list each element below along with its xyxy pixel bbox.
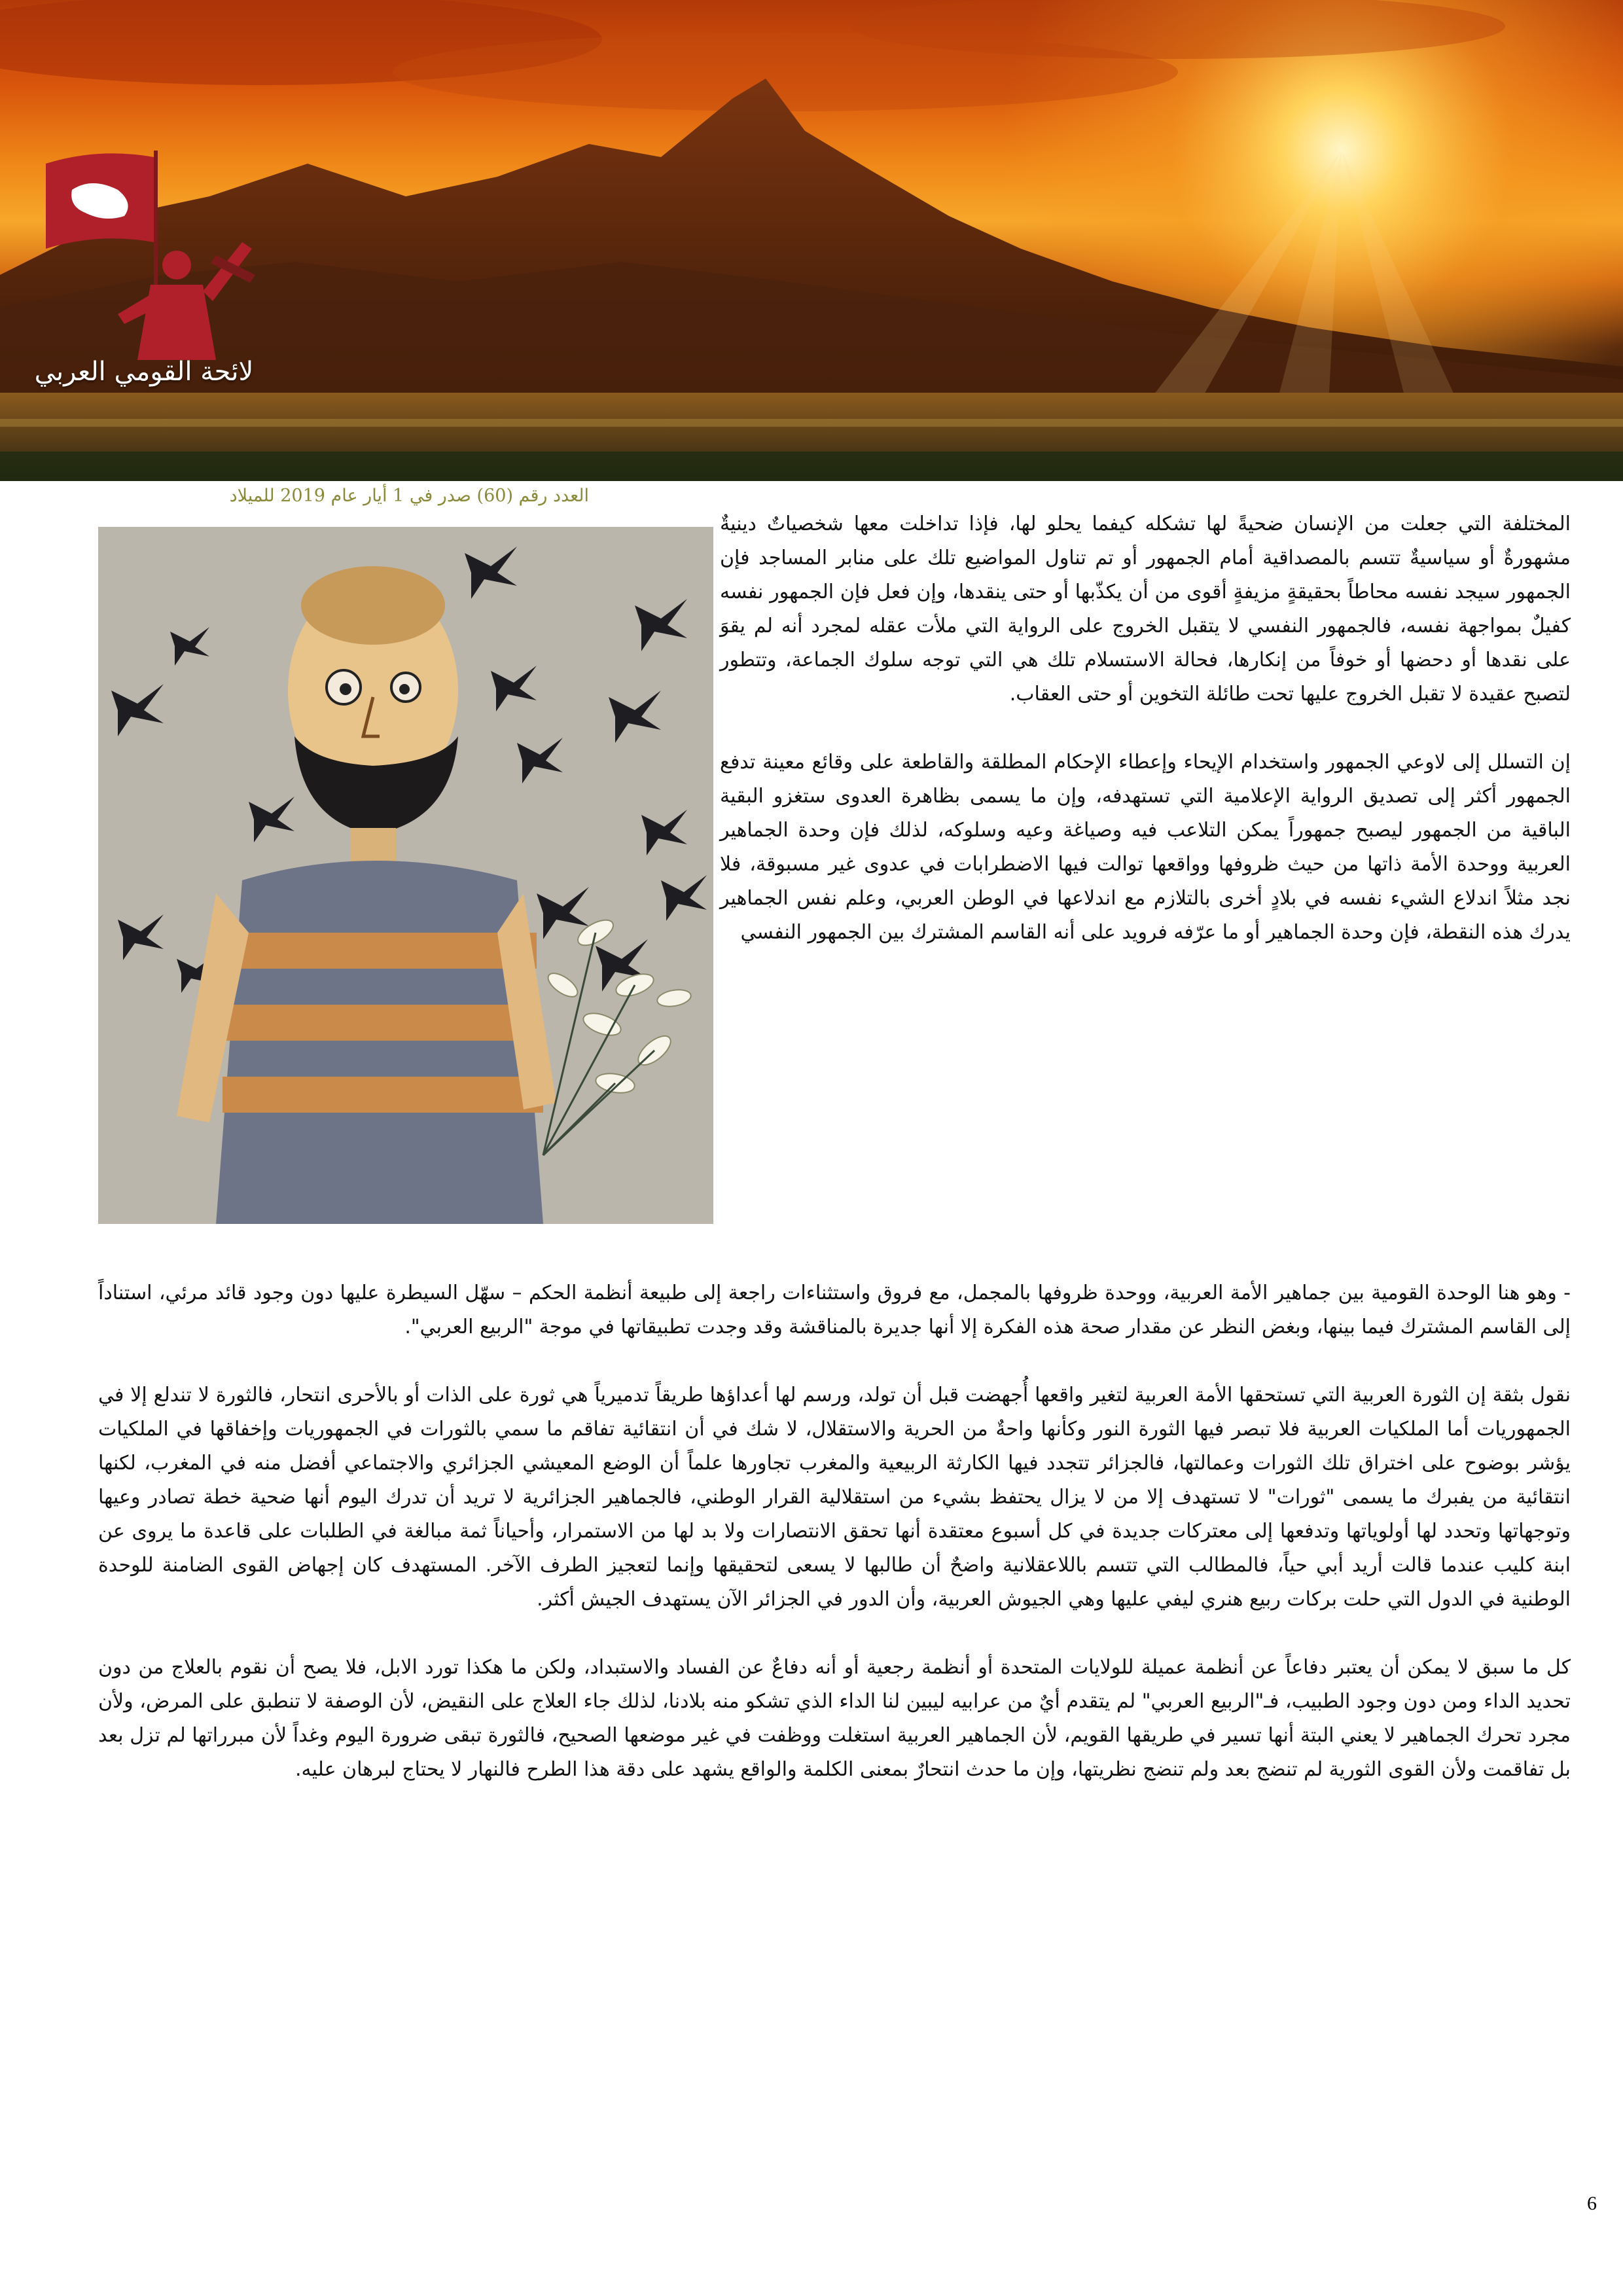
- article-column-full: [98, 1276, 1571, 1787]
- article-paragraph-4: كل ما سبق لا يمكن أن يعتبر دفاعاً عن أنظمة عميلة للولايات المتحدة أو أنظمة رجعية أو أنه دفاعٌ عن الفساد والاستبداد، ولكن ما هكذا تورد الابل، فلا يصح أن نقوم بالعلاج من دون تحديد الداء ومن دون وجود الطبيب، فـ"الربيع العربي" لم يتقدم أيٌ من عرابيه ليبين لنا الداء الذي تشكو منه بلادنا، لذلك جاء العلاج على النقيض، لأن الوصفة لا تنطبق على المرض، ولأن مجرد تحرك الجماهير لا يعني البتة أنها تسير في طريقها القويم، لأن الجماهير العربية استغلت ووظفت في غير موضعها الصحيح، فالثورة تبقى ضرورة اليوم وغداً لأن مبرراتها لم تزل بعد بل تفاقمت ولأن القوى الثورية لم تنضج بعد ولم تنضج نظريتها، وإن ما حدث انتحارٌ بمعنى الكلمة والواقع يشهد على دقة هذا الطرح فالنهار لا يحتاج لبرهان عليه.: [98, 1656, 1571, 1781]
- issue-info: العدد رقم (60) صدر في 1 أيار عام 2019 للميلاد: [229, 486, 589, 506]
- article-paragraph-1: المختلفة التي جعلت من الإنسان ضحيةً لها تشكله كيفما يحلو لها، فإذا تداخلت معها شخصياتٌ دينيةٌ مشهورةٌ أو سياسيةٌ تتسم بالمصداقية أمام الجمهور أو تم تناول المواضيع تلك على منابر المساجد فإن الجمهور سيجد نفسه محاطاً بحقيقةٍ مزيفةٍ أقوى من أن يكذّبها أو حتى ينقدها، وإن فعل فإن الجمهور نفسه كفيلٌ بمواجهة نفسه، فالجمهور النفسي لا يتقبل الخروج على الرواية التي ملأت عقله لمجرد أنه لم يقوَ على نقدها أو دحضها أو خوفاً من إنكارها، فحالة الاستسلام تلك هي التي توجه سلوك الجماعة، وتتطور لتصبح عقيدة لا تقبل الخروج عليها تحت طائلة التخوين أو حتى العقاب.: [720, 512, 1571, 706]
- article-paragraph-3: نقول بثقة إن الثورة العربية التي تستحقها الأمة العربية لتغير واقعها أُجهضت قبل أن تولد، ورسم لها أعداؤها طريقاً تدميرياً هي ثورة على الذات أو بالأحرى انتحار، فالثورة لا تندلع إلا في الجمهوريات أما الملكيات العربية فلا تبصر فيها الثورة النور وكأنها واحةٌ من الحرية والاستقلال، لا شك في أن انتقائية تفاقم ما سمي بالثورات في الجمهوريات وإخفاقها في الملكيات يؤشر بوضوح على اختراق تلك الثورات وعمالتها، فالجزائر تتجدد فيها الكارثة الربيعية والمغرب تجاورها علماً أن الوضع المعيشي الجزائري والاجتماعي أفضل منه في المغرب، لكنها انتقائية من يفبرك ما يسمى "ثورات" لا تستهدف إلا من لا يزال يحتفظ بشيء من استقلالية القرار الوطني، فالجماهير الجزائرية لا تريد أن تدرك اليوم أنها ضحية خطة تصادر وعيها وتوجهاتها وتحدد لها أولوياتها وتدفعها إلى معتركات جديدة في كل أسبوع معتقدة أنها تحقق الانتصارات ولا بد لها من الاستمرار، وأحياناً ثمة مبالغة في الطلبات على قاعدة ما يروى عن ابنة كليب عندما قالت أريد أبي حياً، فالمطالب التي تتسم باللاعقلانية واضحٌ أن طالبها لا يسعى لتحقيقها وإنما لتعجيز الطرف الآخر. المستهدف كان إجهاض القوى الضامنة للوحدة الوطنية في الدول التي حلت بركات ربيع هنري ليفي عليها وهي الجيوش العربية، وأن الدور في الجزائر الآن يستهدف الجيش أكثر.: [98, 1384, 1571, 1611]
- header-banner: [0, 0, 1623, 481]
- article-paragraph-2-part-1: إن التسلل إلى لاوعي الجمهور واستخدام الإيحاء وإعطاء الإحكام المطلقة والقاطعة على وقائع معينة تدفع الجمهور أكثر إلى تصديق الرواية الإعلامية التي تستهدفه، وإن ما يسمى بظاهرة العدوى ستغزو البقية الباقية من الجمهور ليصبح جمهوراً يمكن التلاعب فيه وصياغة وعيه وسلوكه، لذلك فإن وحدة الجماهير العربية ووحدة الأمة ذاتها من حيث ظروفها وواقعها توالت فيها الاضطرابات في عدوى غير مسبوقة، فلا نجد مثلاً اندلاع الشيء نفسه في بلادٍ أخرى بالتلازم مع اندلاعها في الوطن العربي، وعلم نفس الجماهير يدرك هذه النقطة، فإن وحدة الجماهير أو ما عرّفه فرويد على أنه القاسم المشترك بين الجمهور النفسي: [720, 751, 1571, 944]
- article-paragraph-2-part-2: - وهو هنا الوحدة القومية بين جماهير الأمة العربية، ووحدة ظروفها بالمجمل، مع فروق واستثناءات راجعة إلى طبيعة أنظمة الحكم – سهّل السيطرة عليها دون وجود قائد مرئي، استناداً إلى القاسم المشترك فيما بينها، وبغض النظر عن مقدار صحة هذه الفكرة إلا أنها جديرة بالمناقشة وقد وجدت تطبيقاتها في موجة "الربيع العربي".: [98, 1282, 1571, 1338]
- page-number: 6: [1587, 2193, 1597, 2214]
- article-column-right: [720, 507, 1571, 950]
- logo-text: لائحة القومي العربي: [34, 357, 254, 387]
- flag-bearer-logo-icon: [20, 144, 268, 393]
- article-painting: [98, 527, 713, 1224]
